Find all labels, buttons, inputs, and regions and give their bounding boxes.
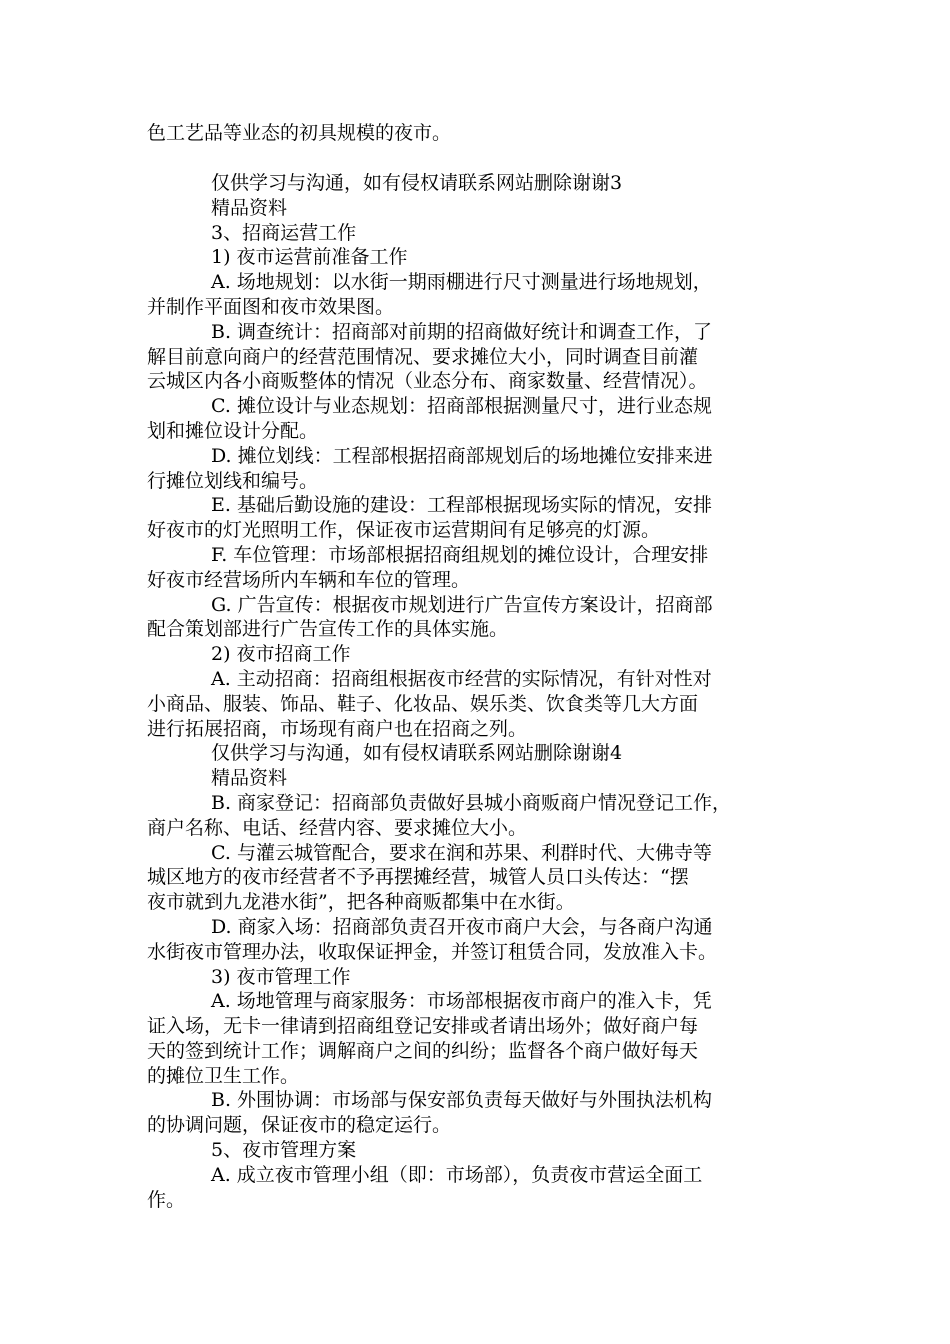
text-line: 5、夜市管理方案	[211, 1139, 357, 1162]
text-line: 3) 夜市管理工作	[211, 965, 351, 988]
text-line: E. 基础后勤设施的建设：工程部根据现场实际的情况，安排	[211, 494, 712, 517]
text-line: 商户名称、电话、经营内容、要求摊位大小。	[147, 816, 528, 839]
text-line: 城区地方的夜市经营者不予再摆摊经营，城管人员口头传达：“摆	[147, 866, 689, 889]
text-line: B. 外围协调：市场部与保安部负责每天做好与外围执法机构	[211, 1089, 713, 1112]
text-line: B. 调查统计：招商部对前期的招商做好统计和调查工作，了	[211, 320, 713, 343]
text-line: 划和摊位设计分配。	[147, 419, 319, 442]
text-line: 的协调问题，保证夜市的稳定运行。	[147, 1114, 452, 1137]
text-line: 1) 夜市运营前准备工作	[211, 246, 408, 269]
text-line: 的摊位卫生工作。	[147, 1064, 300, 1087]
text-line: 作。	[147, 1188, 186, 1211]
text-line: 小商品、服装、饰品、鞋子、化妆品、娱乐类、饮食类等几大方面	[147, 692, 699, 715]
text-line: 精品资料	[211, 196, 288, 219]
document-body	[147, 171, 809, 1212]
text-line: 好夜市的灯光照明工作，保证夜市运营期间有足够亮的灯源。	[147, 519, 661, 542]
text-line: 进行拓展招商，市场现有商户也在招商之列。	[147, 717, 528, 740]
text-line: 云城区内各小商贩整体的情况（业态分布、商家数量、经营情况）。	[147, 370, 708, 393]
text-line: 行摊位划线和编号。	[147, 469, 319, 492]
text-line: A. 场地管理与商家服务：市场部根据夜市商户的准入卡，凭	[211, 990, 712, 1013]
text-line: 天的签到统计工作；调解商户之间的纠纷；监督各个商户做好每天	[147, 1039, 699, 1062]
text-line: F. 车位管理：市场部根据招商组规划的摊位设计，合理安排	[211, 543, 709, 566]
text-line: 解目前意向商户的经营范围情况、要求摊位大小，同时调查目前灌	[147, 345, 699, 368]
text-line: C. 与灌云城管配合，要求在润和苏果、利群时代、大佛寺等	[211, 841, 712, 864]
text-line: C. 摊位设计与业态规划：招商部根据测量尺寸，进行业态规	[211, 395, 712, 418]
text-line: A. 场地规划：以水街一期雨棚进行尺寸测量进行场地规划，	[211, 271, 712, 294]
text-line: 夜市就到九龙港水街”，把各种商贩都集中在水街。	[147, 891, 575, 914]
text-line: 2) 夜市招商工作	[211, 643, 351, 666]
text-line: A. 成立夜市管理小组（即：市场部），负责夜市营运全面工	[211, 1163, 703, 1186]
text-line: 配合策划部进行广告宣传工作的具体实施。	[147, 618, 509, 641]
lead-line: 色工艺品等业态的初具规模的夜市。	[147, 122, 452, 144]
text-line: 好夜市经营场所内车辆和车位的管理。	[147, 568, 471, 591]
text-line: 仅供学习与沟通，如有侵权请联系网站删除谢谢3	[211, 172, 623, 194]
text-line: D. 摊位划线：工程部根据招商部规划后的场地摊位安排来进	[211, 444, 713, 467]
text-line: G. 广告宣传：根据夜市规划进行广告宣传方案设计，招商部	[211, 593, 713, 616]
text-line: 仅供学习与沟通，如有侵权请联系网站删除谢谢4	[211, 742, 623, 765]
text-line: 水街夜市管理办法，收取保证押金，并签订租赁合同，发放准入卡。	[147, 940, 718, 963]
text-line: 精品资料	[211, 767, 288, 790]
text-line: D. 商家入场：招商部负责召开夜市商户大会，与各商户沟通	[211, 915, 713, 938]
lead-paragraph	[147, 121, 809, 146]
text-line: A. 主动招商：招商组根据夜市经营的实际情况，有针对性对	[211, 667, 712, 690]
text-line: 并制作平面图和夜市效果图。	[147, 295, 395, 318]
text-line: B. 商家登记：招商部负责做好县城小商贩商户情况登记工作，	[211, 791, 732, 814]
text-line: 证入场，无卡一律请到招商组登记安排或者请出场外；做好商户每	[147, 1015, 699, 1038]
text-line: 3、招商运营工作	[211, 221, 357, 244]
